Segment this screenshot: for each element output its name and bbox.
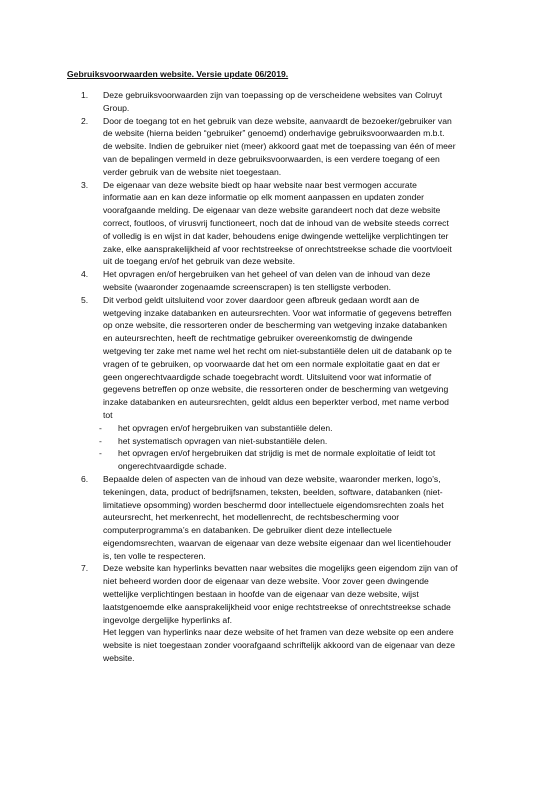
text-line: wetgeving ter zake met name wel het recht om niet-substantiële delen uit de databank op te [103,345,452,356]
term-number: 3. [81,179,89,190]
text-line: eigendomsrechten, waarvan de eigenaar van deze website eigenaar dan wel licentiehouder [103,537,452,548]
term-item-4 [0,268,560,294]
text-line: website (waaronder zogenaamde screenscrapen) is ten stelligste verboden. [103,281,392,292]
text-line: tekeningen, data, product of bedrijfsnamen, teksten, beelden, software, databanken (niet- [103,486,443,497]
text-line: op onze website, die ressorteren onder de bescherming van wetgeving inzake databanken [103,320,447,331]
text-line: Bepaalde delen of aspecten van de inhoud van deze website, waaronder merken, logo’s, [103,473,441,484]
text-line: Het opvragen en/of hergebruiken van het geheel of van delen van de inhoud van deze [103,269,431,280]
text-line: niet beheerd worden door de eigenaar van deze website. Voor zover geen dwingende [103,576,429,587]
term-text [99,294,503,473]
text-line: ingevolge dergelijke hyperlinks af. [103,614,232,625]
text-line: auteursrecht, het merkenrecht, het modellenrecht, de rechtsbescherming voor [103,512,400,523]
text-line: website is niet toegestaan zonder voorafgaand schriftelijk akkoord van de eigenaar van deze [103,640,456,651]
term-text [103,473,503,563]
term-text [103,89,503,115]
text-line: computerprogramma’s en databanken. De gebruiker dient deze intellectuele [103,525,392,536]
text-line: Deze website kan hyperlinks bevatten naar websites die mogelijks geen eigendom zijn van of [103,563,458,574]
text-line: website. [103,653,135,664]
text-line: Group. [103,102,130,113]
term-text [103,268,503,294]
term-item-2 [0,115,560,179]
sub-item-text [118,435,503,448]
text-line: en auteursrechten, heeft de rechtmatige gebruiker overeenkomstig de dwingende [103,333,413,344]
dash-bullet: - [99,448,102,459]
text-line: of volledig is en wijst in dat kader, behoudens enige dwingende wettelijke verplichtingen ter [103,230,449,241]
text-line: de website (hierna beiden “gebruiker” genoemd) onderhavige gebruiksvoorwaarden m.b.t. [103,128,445,139]
text-line: laatstgenoemde elke aansprakelijkheid voor enige rechtstreekse of onrechtstreekse schade [103,601,451,612]
term-item-5 [0,294,560,473]
text-line: ongerechtvaardigde schade. [118,461,227,472]
text-line: het opvragen en/of hergebruiken van substantiële delen. [118,422,333,433]
text-line: uit de toegang en/of het gebruik van deze website. [103,256,296,267]
text-line: de website. Indien de gebruiker niet (meer) akkoord gaat met de toepassing van één of meer [103,141,456,152]
text-line: gegevens betreffen op onze website, die ressorteren onder de bescherming van wetgeving [103,384,449,395]
term-item-6 [0,473,560,563]
text-line: correct, foutloos, of virusvrij functioneert, noch dat de inhoud van de website steeds correct [103,217,449,228]
term-number: 7. [81,563,89,574]
text-line: geen ongerechtvaardigde schade toegebracht wordt. Uitsluitend voor wat informatie of [103,371,432,382]
text-line: limitatieve opsomming) worden beschermd door intellectuele eigendomsrechten zoals het [103,499,444,510]
sub-list-item [99,435,503,448]
sub-list [99,422,503,473]
term-number: 4. [81,269,89,280]
term-number: 6. [81,473,89,484]
sub-item-text [118,447,503,473]
term-item-7 [0,562,560,664]
terms-list [0,89,560,665]
text-line: van de bepalingen vermeld in deze gebruiksvoorwaarden, is een verdere toegang of een [103,153,440,164]
text-line: is, ten volle te respecteren. [103,550,206,561]
text-line: Door de toegang tot en het gebruik van deze website, aanvaardt de bezoeker/gebruiker van [103,115,452,126]
term-number: 5. [81,294,89,305]
term-text [103,115,503,179]
term-item-3 [0,179,560,269]
text-line: vragen of te gebruiken, op voorwaarde dat het om een normale exploitatie gaat en dat er [103,358,440,369]
text-line: De eigenaar van deze website biedt op haar website naar best vermogen accurate [103,179,417,190]
term-item-1 [0,89,560,115]
text-line: Deze gebruiksvoorwaarden zijn van toepassing op de verscheidene websites van Colruyt [103,90,443,100]
text-line: Dit verbod geldt uitsluitend voor zover daardoor geen afbreuk gedaan wordt aan de [103,294,420,305]
text-line: verder gebruik van de website niet toegestaan. [103,166,282,177]
text-line: inzake databanken en auteursrechten, geldt aldus een beperkter verbod, met name verbod [103,397,449,408]
sub-list-item [99,422,503,435]
term-number: 2. [81,115,89,126]
text-line: voorafgaande melding. De eigenaar van deze website garandeert noch dat deze website [103,205,441,216]
text-line: het systematisch opvragen van niet-substantiële delen. [118,435,328,446]
text-line: Het leggen van hyperlinks naar deze website of het framen van deze website op een andere [103,627,454,638]
sub-item-text [118,422,503,435]
text-line: zake, elke aansprakelijkheid af voor rechtstreekse of onrechtstreekse schade die voortvloeit [103,243,452,254]
text-line: het opvragen en/of hergebruiken dat strijdig is met de normale exploitatie of leidt tot [118,448,436,459]
text-line: tot [103,409,113,420]
text-line: wetgeving inzake databanken en auteursrechten. Voor wat informatie of gegevens betreffen [103,307,452,318]
dash-bullet: - [99,435,102,446]
text-line: wettelijke verplichtingen bestaan in hoofde van de eigenaar van deze website, wijst [103,589,419,600]
page-title: Gebruiksvoorwaarden website. Versie update 06/2019. [67,69,289,79]
term-number: 1. [81,90,89,100]
text-line: informatie aan en kan deze informatie op elk moment aanpassen en updaten zonder [103,192,425,203]
sub-list-item [99,447,503,473]
dash-bullet: - [99,422,102,433]
term-text [103,179,503,269]
term-text [103,562,503,664]
